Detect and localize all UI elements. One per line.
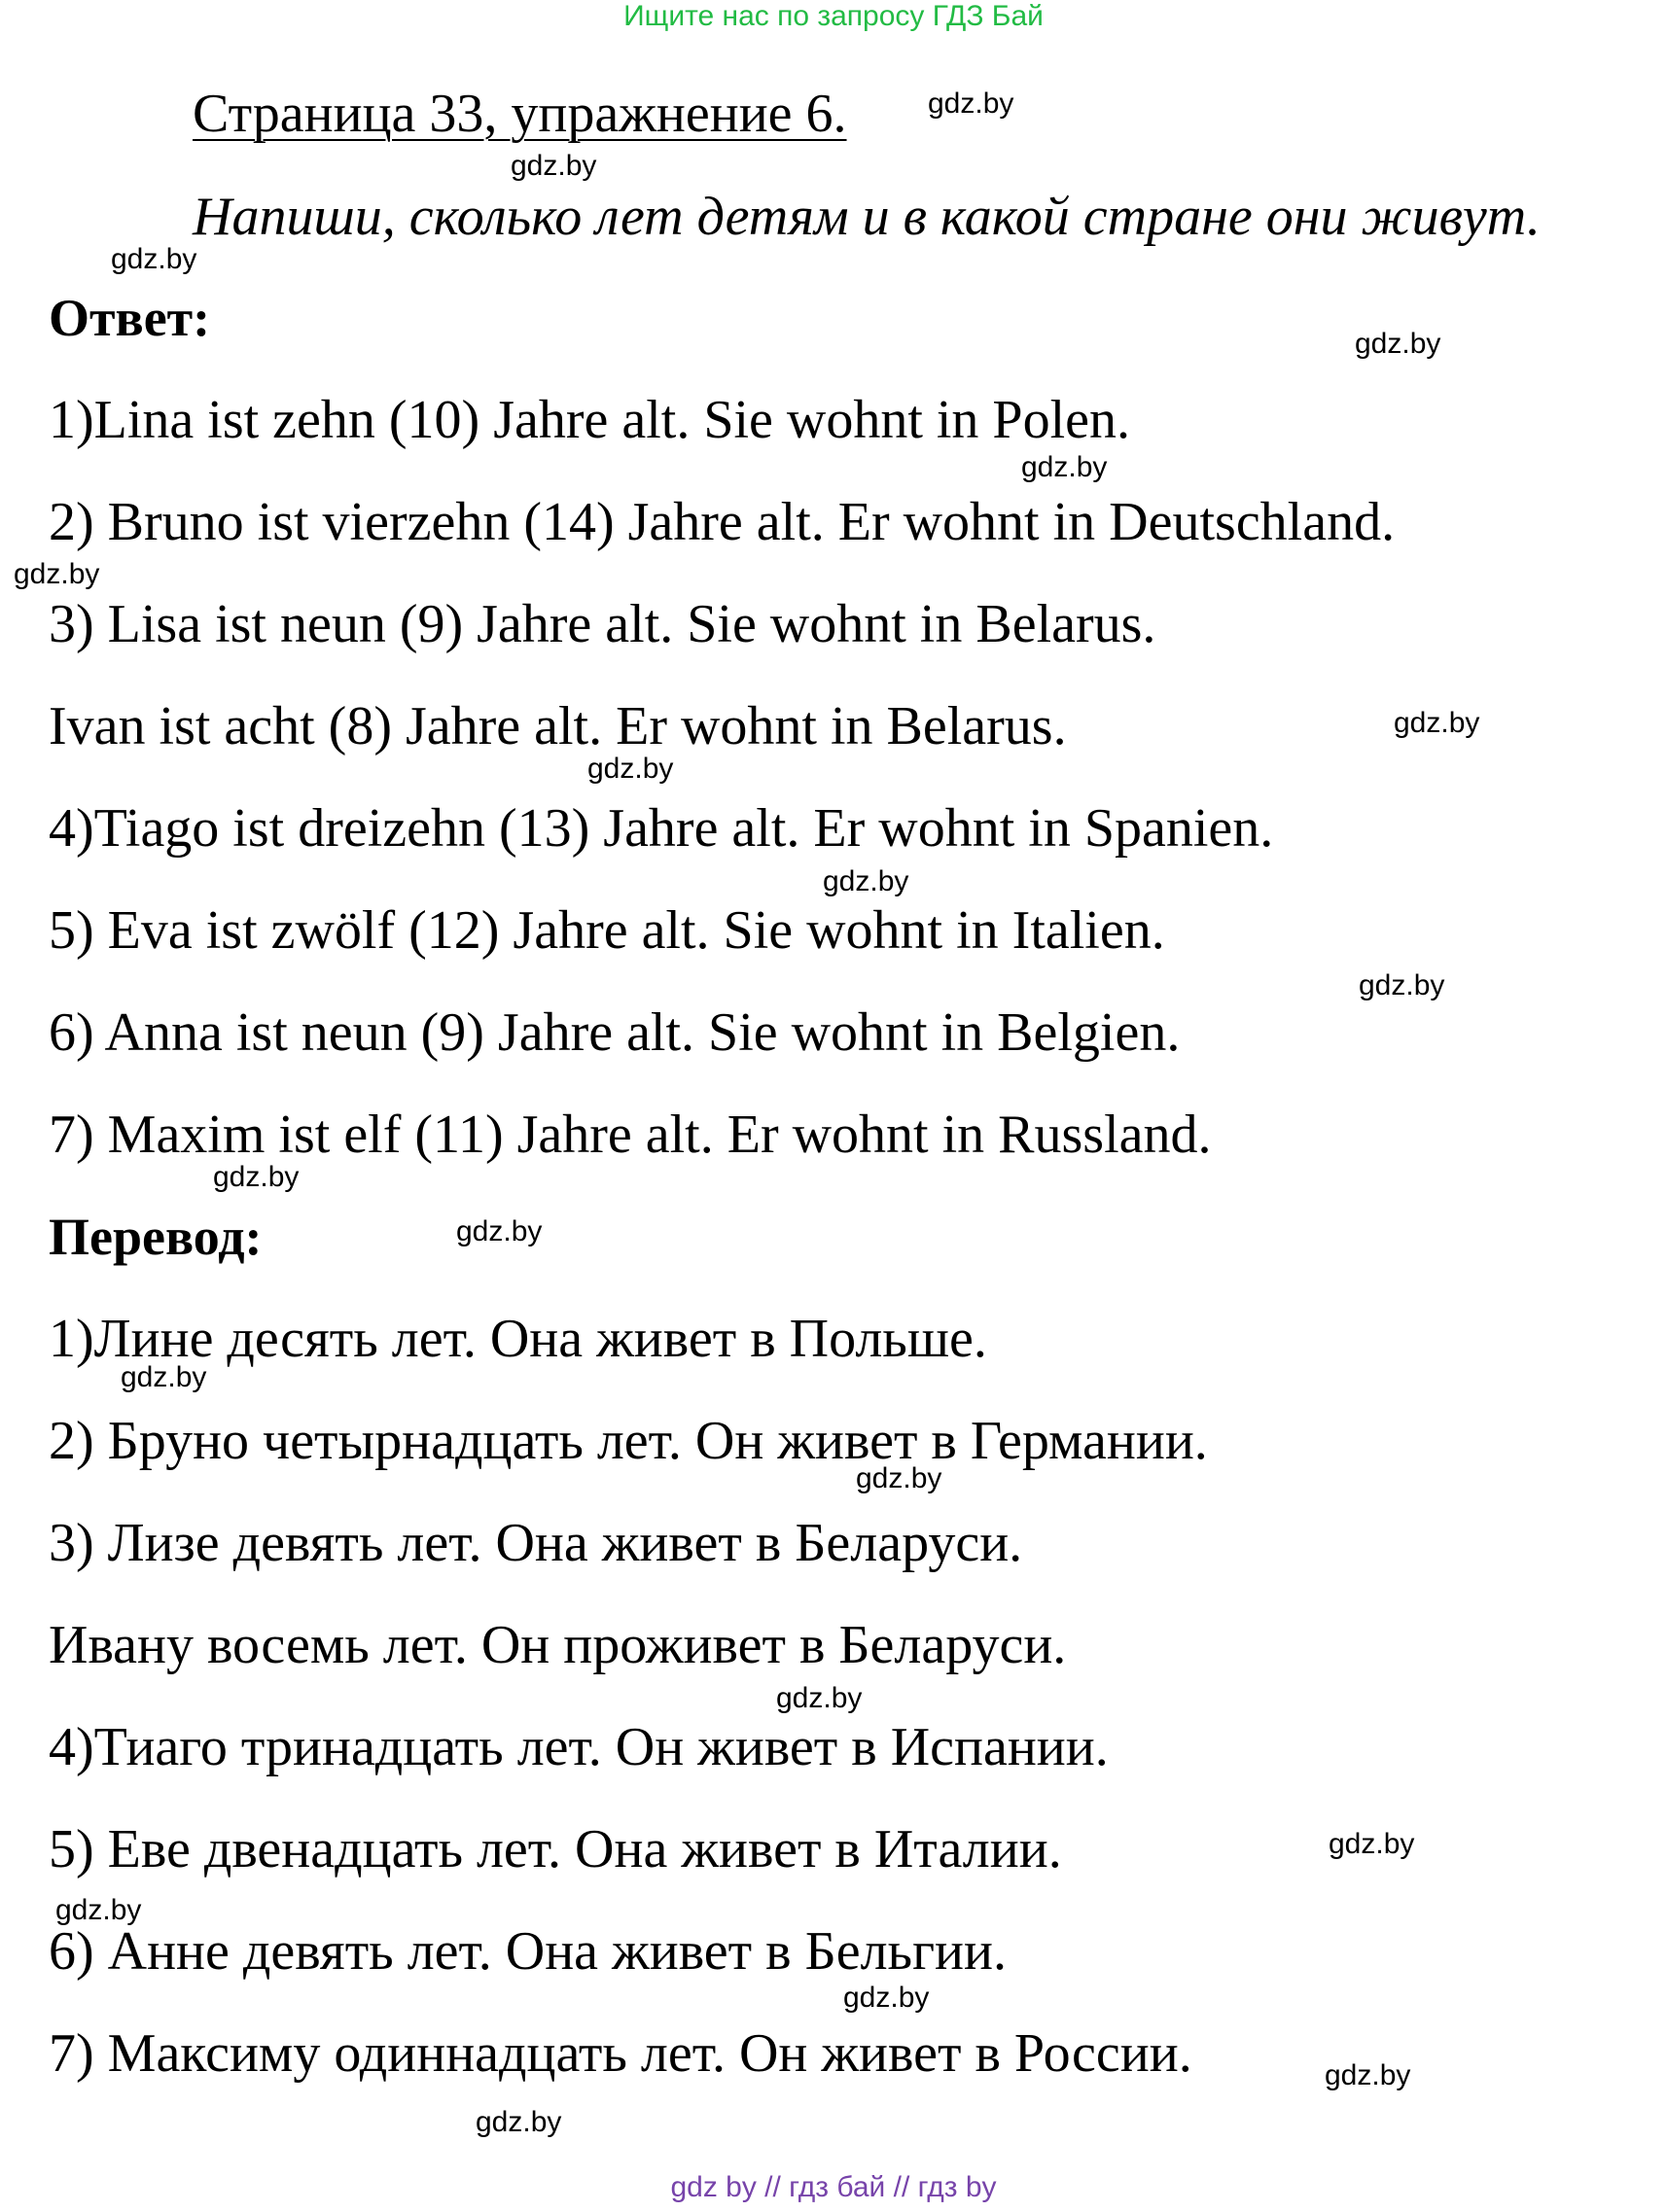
answer-heading: Ответ:	[49, 289, 211, 347]
watermark: gdz.by	[843, 1982, 930, 2014]
watermark: gdz.by	[928, 88, 1014, 120]
watermark: gdz.by	[121, 1361, 207, 1393]
watermark: gdz.by	[776, 1682, 863, 1714]
answer-line: 2) Bruno ist vierzehn (14) Jahre alt. Er wohnt in Deutschland.	[49, 492, 1396, 552]
answer-line: 5) Eva ist zwölf (12) Jahre alt. Sie wohnt in Italien.	[49, 900, 1165, 961]
watermark: gdz.by	[476, 2106, 562, 2138]
watermark: gdz.by	[55, 1894, 142, 1926]
watermark: gdz.by	[1329, 1828, 1415, 1860]
watermark: gdz.by	[213, 1161, 300, 1193]
watermark: gdz.by	[823, 865, 909, 897]
translation-line: 6) Анне девять лет. Она живет в Бельгии.	[49, 1921, 1007, 1982]
watermark: gdz.by	[1355, 328, 1441, 360]
watermark: gdz.by	[1021, 451, 1108, 483]
watermark: gdz.by	[111, 243, 197, 275]
answer-line: 6) Anna ist neun (9) Jahre alt. Sie wohnt in Belgien.	[49, 1002, 1181, 1063]
watermark: gdz.by	[456, 1215, 543, 1247]
translation-line: 5) Еве двенадцать лет. Она живет в Италии.	[49, 1819, 1062, 1879]
footer-links: gdz by // гдз бай // гдз by	[670, 2171, 997, 2203]
answer-line: 7) Maxim ist elf (11) Jahre alt. Er wohnt in Russland.	[49, 1105, 1212, 1165]
watermark: gdz.by	[587, 753, 674, 785]
answer-line: Ivan ist acht (8) Jahre alt. Er wohnt in Belarus.	[49, 696, 1067, 756]
watermark: gdz.by	[1394, 707, 1480, 739]
answer-line: 4)Tiago ist dreizehn (13) Jahre alt. Er wohnt in Spanien.	[49, 798, 1274, 859]
translation-heading: Перевод:	[49, 1208, 263, 1266]
answer-line: 1)Lina ist zehn (10) Jahre alt. Sie wohnt in Polen.	[49, 390, 1130, 450]
watermark: gdz.by	[1359, 969, 1445, 1001]
translation-line: 2) Бруно четырнадцать лет. Он живет в Германии.	[49, 1411, 1208, 1471]
watermark: gdz.by	[511, 150, 597, 182]
translation-line: Ивану восемь лет. Он проживет в Беларуси.	[49, 1615, 1067, 1675]
task-instruction: Напиши, сколько лет детям и в какой стране они живут.	[193, 187, 1541, 247]
watermark: gdz.by	[14, 558, 100, 590]
translation-line: 7) Максиму одиннадцать лет. Он живет в России.	[49, 2023, 1192, 2084]
translation-line: 3) Лизе девять лет. Она живет в Беларуси.	[49, 1513, 1023, 1573]
answer-line: 3) Lisa ist neun (9) Jahre alt. Sie wohnt in Belarus.	[49, 594, 1156, 654]
watermark: gdz.by	[1325, 2059, 1411, 2091]
top-banner: Ищите нас по запросу ГДЗ Бай	[623, 0, 1044, 32]
translation-line: 4)Тиаго тринадцать лет. Он живет в Испании.	[49, 1717, 1109, 1777]
page-title: Страница 33, упражнение 6.	[193, 84, 847, 144]
watermark: gdz.by	[856, 1462, 942, 1494]
translation-line: 1)Лине десять лет. Она живет в Польше.	[49, 1309, 987, 1369]
